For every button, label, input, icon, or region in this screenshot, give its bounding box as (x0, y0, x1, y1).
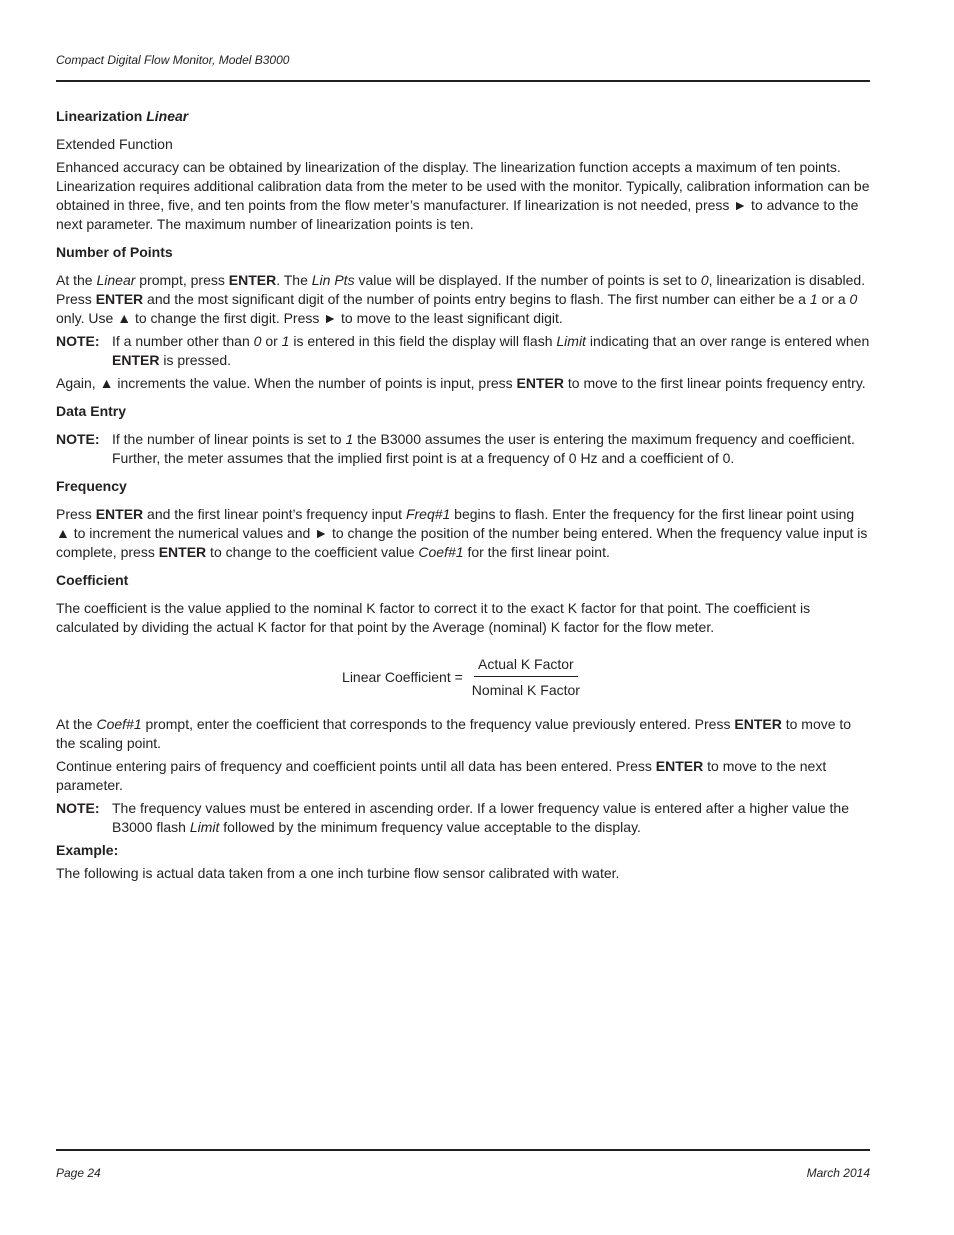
data-entry-note (56, 430, 870, 468)
note-text: If the number of linear points is set to 1 the B3000 assumes the user is entering the maximum frequency and coefficient. Further, the meter assumes that the implied first point is at a frequency of 0 Hz and a coefficient of 0. (112, 431, 855, 466)
note-text: The frequency values must be entered in ascending order. If a lower frequency value is entered after a higher value the B3000 flash Limit followed by the minimum frequency value acceptable to the display. (112, 800, 849, 835)
formula-fraction (468, 655, 584, 700)
footer-rule (56, 1149, 870, 1151)
page-number: Page 24 (56, 1166, 101, 1180)
coefficient-paragraph-1: The coefficient is the value applied to the nominal K factor to correct it to the exact K factor for that point. The coefficient is calculated by dividing the actual K factor for that point by the Average (nominal) K factor for the flow meter. (56, 600, 811, 635)
document-page (56, 0, 870, 1235)
data-entry-heading: Data Entry (56, 403, 127, 419)
linearization-heading: Linearization Linear (56, 108, 189, 124)
frequency-paragraph: Press ENTER and the first linear point’s frequency input Freq#1 begins to flash. Enter the frequency for the first linear point using ▲ to increment the numerical values and ► to change the position of the number being entered. When the frequency value input is complete, press ENTER to change to the coefficient value Coef#1 for the first linear point. (56, 506, 868, 560)
formula-denominator: Nominal K Factor (471, 682, 580, 698)
linearization-body: Enhanced accuracy can be obtained by linearization of the display. The linearization function accepts a maximum of ten points. Linearization requires additional calibration data from the meter to be used with the monitor. Typically, calibration information can be obtained in three, five, and ten points from the flow meter’s manufacturer. If linearization is not needed, press ► to advance to the next parameter. The maximum number of linearization points is ten. (56, 159, 870, 232)
header-rule (56, 80, 870, 82)
linearization-subhead: Extended Function (56, 136, 173, 152)
number-of-points-paragraph: At the Linear prompt, press ENTER. The Lin Pts value will be displayed. If the number of points is set to 0, linearization is disabled. Press ENTER and the most significant digit of the number of points entry begins to flash. The first number can either be a 1 or a 0 only. Use ▲ to change the first digit. Press ► to move to the least significant digit. (56, 272, 866, 326)
note-text: If a number other than 0 or 1 is entered in this field the display will flash Limit indicating that an over range is entered when ENTER is pressed. (112, 333, 870, 368)
formula-numerator: Actual K Factor (474, 655, 578, 677)
note-label: NOTE: (56, 800, 100, 816)
coefficient-paragraph-3: Continue entering pairs of frequency and coefficient points until all data has been entered. Press ENTER to move to the next parameter. (56, 758, 827, 793)
number-of-points-heading: Number of Points (56, 244, 173, 260)
example-heading: Example: (56, 842, 119, 858)
running-header: Compact Digital Flow Monitor, Model B3000 (56, 53, 290, 67)
points-note (56, 332, 870, 370)
coefficient-note (56, 799, 870, 837)
formula-label: Linear Coefficient = (342, 669, 463, 685)
note-label: NOTE: (56, 333, 100, 349)
coefficient-heading: Coefficient (56, 572, 129, 588)
frequency-heading: Frequency (56, 478, 127, 494)
example-paragraph: The following is actual data taken from a one inch turbine flow sensor calibrated with water. (56, 865, 620, 881)
coefficient-paragraph-2: At the Coef#1 prompt, enter the coefficient that corresponds to the frequency value previously entered. Press ENTER to move to the scaling point. (56, 716, 852, 751)
footer-date: March 2014 (806, 1166, 870, 1180)
linear-coefficient-formula (56, 655, 870, 700)
points-paragraph-2: Again, ▲ increments the value. When the number of points is input, press ENTER to move to the first linear points frequency entry. (56, 375, 866, 391)
page-content (56, 107, 870, 883)
note-label: NOTE: (56, 431, 100, 447)
